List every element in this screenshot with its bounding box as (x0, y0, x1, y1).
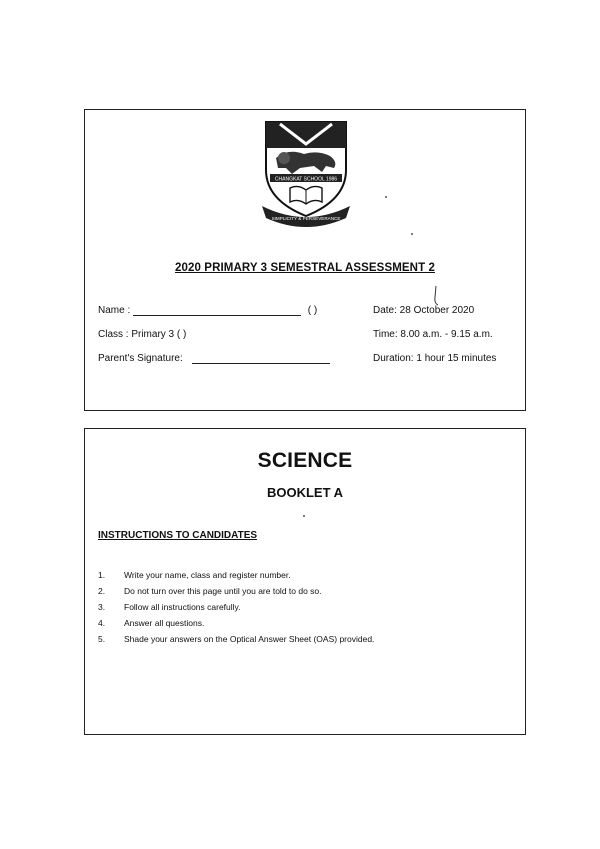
instruction-text: Shade your answers on the Optical Answer Sheet (OAS) provided. (124, 634, 375, 644)
instruction-text: Answer all questions. (124, 618, 205, 628)
crest-motto-text: SIMPLICITY & PERSEVERANCE (271, 216, 341, 221)
instruction-text: Write your name, class and register number. (124, 570, 291, 580)
name-line[interactable] (133, 306, 301, 316)
header-panel (84, 109, 526, 411)
instruction-text: Follow all instructions carefully. (124, 602, 241, 612)
instruction-number: 5. (98, 634, 106, 644)
school-crest-logo (260, 118, 352, 228)
instruction-number: 4. (98, 618, 106, 628)
scan-speck (303, 515, 305, 517)
instructions-list (98, 570, 374, 650)
cover-panel (84, 428, 526, 735)
subject-title: SCIENCE (257, 449, 353, 472)
scan-speck (411, 233, 413, 235)
instruction-text: Do not turn over this page until you are told to do so. (124, 586, 322, 596)
booklet-label: BOOKLET A (266, 485, 344, 500)
parent-signature-label: Parent's Signature: (98, 353, 183, 364)
instruction-number: 1. (98, 570, 106, 580)
class-field: Class : Primary 3 ( ) (98, 329, 187, 340)
exam-duration: Duration: 1 hour 15 minutes (373, 353, 497, 364)
name-field[interactable] (98, 305, 317, 316)
crest-school-text: CHANGKAT SCHOOL 1986 (274, 176, 338, 183)
exam-date: Date: 28 October 2020 (373, 305, 475, 316)
instruction-number: 2. (98, 586, 106, 596)
name-label: Name : (98, 305, 131, 316)
parent-signature-line[interactable] (192, 354, 330, 364)
assessment-title: 2020 PRIMARY 3 SEMESTRAL ASSESSMENT 2 (175, 262, 435, 274)
instruction-item (98, 570, 374, 586)
exam-time: Time: 8.00 a.m. - 9.15 a.m. (373, 329, 493, 340)
instruction-item (98, 618, 374, 634)
pen-mark (430, 285, 442, 307)
instruction-item (98, 586, 374, 602)
instruction-item (98, 602, 374, 618)
scan-speck (385, 196, 387, 198)
instruction-number: 3. (98, 602, 106, 612)
register-number-paren: ( ) (307, 305, 318, 316)
parent-signature-field[interactable] (98, 353, 330, 364)
instruction-item (98, 634, 374, 650)
instructions-heading: INSTRUCTIONS TO CANDIDATES (98, 530, 258, 541)
